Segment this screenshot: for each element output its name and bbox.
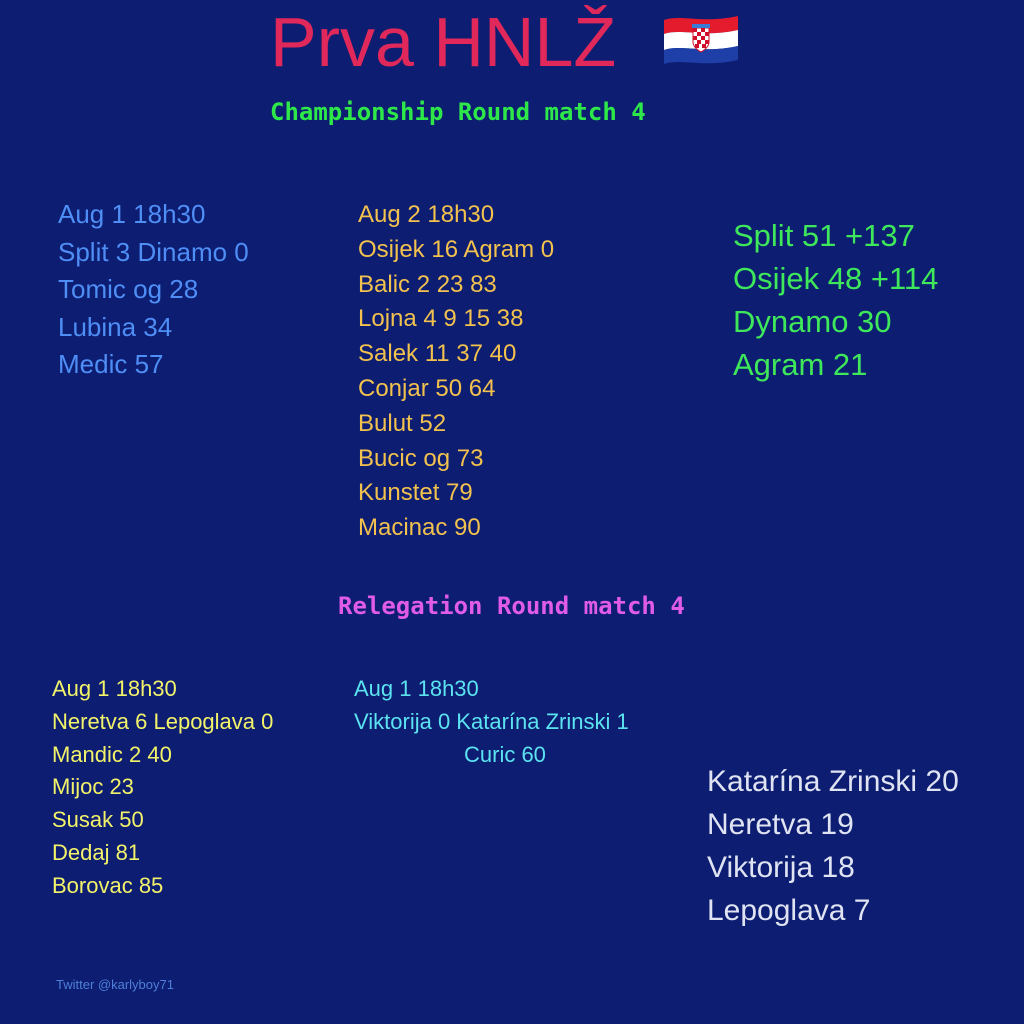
relegation-match-2 bbox=[354, 673, 629, 771]
twitter-credit: Twitter @karlyboy71 bbox=[56, 977, 174, 992]
scorer-line: Bulut 52 bbox=[358, 409, 447, 437]
championship-heading: Championship Round match 4 bbox=[270, 98, 646, 126]
standings-row: Agram 21 bbox=[733, 347, 868, 382]
scorer-line: Bucic og 73 bbox=[358, 444, 484, 472]
match-date: Aug 1 18h30 bbox=[354, 676, 479, 701]
standings-row: Lepoglava 7 bbox=[707, 894, 871, 927]
match-date: Aug 1 18h30 bbox=[52, 676, 177, 701]
scorer-line: Balic 2 23 83 bbox=[358, 270, 497, 298]
scorer-line: Tomic og 28 bbox=[58, 274, 199, 304]
match-score: Neretva 6 Lepoglava 0 bbox=[52, 708, 274, 734]
scorer-line: Macinac 90 bbox=[358, 514, 481, 542]
match-score: Split 3 Dinamo 0 bbox=[58, 236, 249, 267]
scorer-line: Mijoc 23 bbox=[52, 774, 134, 800]
scorer-line: Medic 57 bbox=[58, 349, 164, 379]
relegation-standings bbox=[707, 760, 959, 932]
scorer-line: Mandic 2 40 bbox=[52, 741, 172, 767]
scorer-line: Susak 50 bbox=[52, 807, 144, 833]
standings-row: Neretva 19 bbox=[707, 808, 854, 841]
scorer-line: Lojna 4 9 15 38 bbox=[358, 305, 524, 333]
standings-row: Dynamo 30 bbox=[733, 304, 892, 339]
relegation-match-1 bbox=[52, 673, 273, 903]
scorer-line: Curic 60 bbox=[464, 741, 546, 767]
croatia-flag-icon bbox=[662, 12, 740, 66]
scorer-line: Dedaj 81 bbox=[52, 839, 141, 865]
relegation-heading: Relegation Round match 4 bbox=[338, 592, 685, 620]
championship-match-2 bbox=[358, 198, 554, 546]
standings-row: Split 51 +137 bbox=[733, 218, 915, 253]
match-score: Viktorija 0 Katarína Zrinski 1 bbox=[354, 708, 629, 734]
scorer-line: Lubina 34 bbox=[58, 311, 173, 342]
page-title: Prva HNLŽ bbox=[270, 3, 617, 81]
match-date: Aug 2 18h30 bbox=[358, 201, 495, 228]
match-score: Osijek 16 Agram 0 bbox=[358, 235, 555, 263]
standings-row: Osijek 48 +114 bbox=[733, 261, 939, 296]
championship-match-1 bbox=[58, 196, 249, 384]
scorer-line: Borovac 85 bbox=[52, 872, 164, 898]
match-date: Aug 1 18h30 bbox=[58, 199, 206, 229]
scorer-line: Salek 11 37 40 bbox=[358, 340, 517, 368]
championship-standings bbox=[733, 214, 938, 386]
standings-row: Viktorija 18 bbox=[707, 851, 855, 884]
scorer-line: Conjar 50 64 bbox=[358, 374, 496, 402]
scorer-line: Kunstet 79 bbox=[358, 479, 473, 507]
standings-row: Katarína Zrinski 20 bbox=[707, 765, 959, 798]
